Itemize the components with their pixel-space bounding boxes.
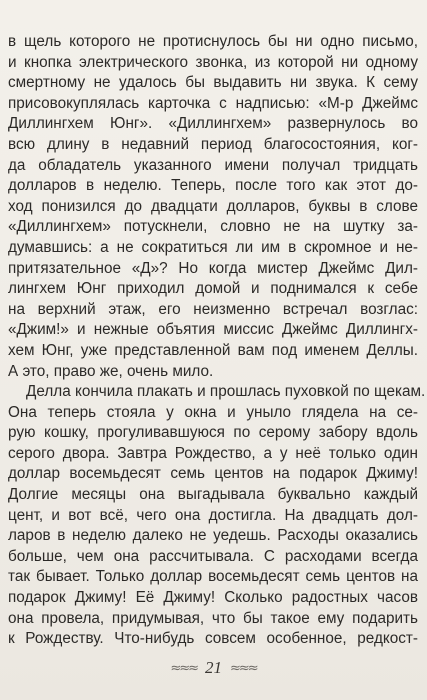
text-line: «Джим!» и нежные объятия миссис Джеймс Диллингх-	[8, 321, 418, 339]
text-line: в щель которого не протиснулось бы ни одно письмо,	[8, 33, 418, 50]
text-line: всю длину в недавний период благосостояния, ког-	[8, 135, 418, 153]
text-line: на верхний этаж, его неизменно встречал возглас:	[8, 300, 418, 318]
paragraph-1	[8, 32, 418, 382]
text-line: она провела, придумывая, что бы такое ему подарить	[8, 609, 418, 627]
text-line: больше, чем она рассчитывала. С расходами всегда	[8, 547, 418, 565]
text-line: лингхем Юнг приходил домой и поднимался к себе	[8, 280, 418, 298]
ornament-right-icon: ≈≈≈	[230, 660, 257, 676]
text-line: притязательное «Д»? Но когда мистер Джеймс Дил-	[8, 259, 418, 277]
text-line: так бывает. Только доллар восемьдесят семь центов на	[8, 568, 418, 586]
text-line: А это, право же, очень мило.	[8, 362, 214, 380]
text-line: Долгие месяцы она выгадывала буквально каждый	[8, 486, 418, 504]
text-line: присовокуплялась карточка с надписью: «М-р Джеймс	[8, 94, 418, 112]
text-line: доллар восемьдесят семь центов на подарок Джиму!	[8, 465, 418, 483]
page-text	[8, 32, 426, 650]
text-line: подарок Джиму! Её Джиму! Сколько радостных часов	[8, 589, 418, 607]
text-line: смертному не удалось бы выдавить ни звука. К сему	[8, 74, 418, 92]
text-line: Делла кончила плакать и прошлась пуховкой по щекам.	[26, 383, 426, 401]
text-line: рую кошку, прогуливавшуюся по серому забору вдоль	[8, 424, 418, 442]
ornament-left-icon: ≈≈≈	[170, 660, 197, 676]
text-line: думавшись: а не сократиться ли им в скромное и не-	[8, 238, 418, 256]
text-line: да обладатель указанного имени получал тридцать	[8, 156, 418, 174]
text-line: Диллингхем Юнг». «Диллингхем» развернулось во	[8, 115, 418, 133]
text-line: и кнопка электрического звонка, из которой ни одному	[8, 53, 418, 71]
text-line: ларов в неделю далеко не уедешь. Расходы оказались	[8, 527, 418, 545]
text-line: долларов в неделю. Теперь, после того как этот до-	[8, 177, 418, 195]
text-line: Она теперь стояла у окна и уныло глядела на се-	[8, 403, 418, 421]
text-line: к Рождеству. Что-нибудь совсем особенное, редкост-	[8, 630, 418, 648]
text-line: цент, и вот всё, чего она достигла. На двадцать дол-	[8, 506, 418, 524]
text-line: хем Юнг, уже представленной вам под именем Деллы.	[8, 341, 418, 359]
page-number: 21	[205, 658, 222, 677]
text-line: «Диллингхем» потускнели, словно не на шутку за-	[8, 218, 418, 236]
text-line: ход понизился до двадцати долларов, буквы в слове	[8, 197, 418, 215]
paragraph-2	[8, 382, 426, 650]
text-line: серого двора. Завтра Рождество, а у неё только один	[8, 444, 418, 462]
page-footer	[0, 657, 427, 679]
